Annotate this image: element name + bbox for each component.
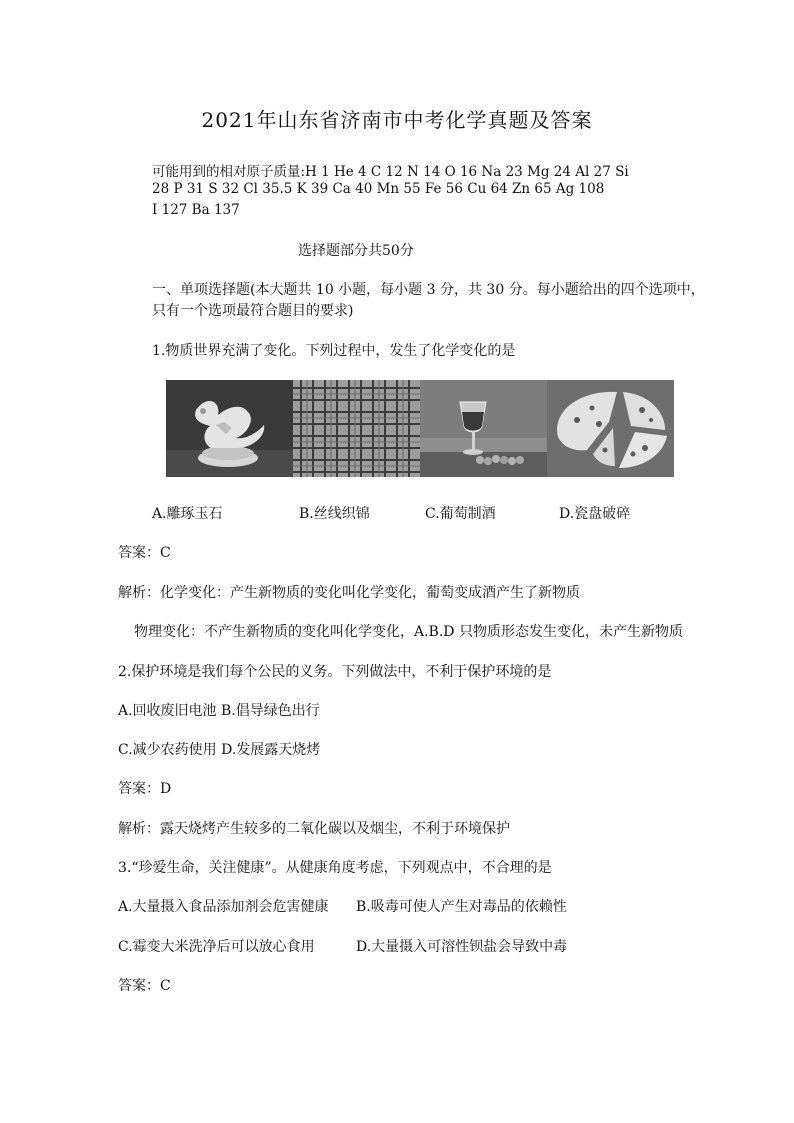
woven-brocade-image bbox=[293, 380, 420, 477]
question-1-stem: 1.物质世界充满了变化。下列过程中，发生了化学变化的是 bbox=[152, 343, 516, 359]
question-1-option-b: B.丝线织锦 bbox=[299, 506, 370, 522]
question-3-option-b: B.吸毒可使人产生对毒品的依赖性 bbox=[356, 899, 567, 915]
question-1-option-a: A.雕琢玉石 bbox=[152, 506, 223, 522]
question-3-answer: 答案：C bbox=[118, 978, 171, 994]
question-3-stem: 3.“珍爱生命，关注健康”。从健康角度考虑，下列观点中，不合理的是 bbox=[118, 860, 552, 876]
question-2-analysis: 解析：露天烧烤产生较多的二氧化碳以及烟尘，不利于环境保护 bbox=[118, 821, 510, 837]
question-2-options-row-1: A.回收废旧电池 B.倡导绿色出行 bbox=[118, 703, 320, 719]
question-2-options-row-2: C.减少农药使用 D.发展露天烧烤 bbox=[118, 742, 321, 758]
question-1-answer: 答案：C bbox=[118, 545, 171, 561]
question-3-option-a: A.大量摄入食品添加剂会危害健康 bbox=[118, 899, 329, 915]
jade-carving-image bbox=[166, 380, 293, 477]
atomic-masses-line-2: 28 P 31 S 32 Cl 35.5 K 39 Ca 40 Mn 55 Fe 56 Cu 64 Zn 65 Ag 108 bbox=[152, 181, 605, 197]
question-2-answer: 答案：D bbox=[118, 781, 172, 797]
page-title: 2021年山东省济南市中考化学真题及答案 bbox=[201, 108, 593, 132]
question-1-option-c: C.葡萄制酒 bbox=[425, 506, 496, 522]
question-1-analysis-line-1: 解析：化学变化：产生新物质的变化叫化学变化，葡萄变成酒产生了新物质 bbox=[118, 585, 580, 601]
grape-wine-image bbox=[420, 380, 547, 477]
atomic-masses-line-3: I 127 Ba 137 bbox=[152, 202, 240, 218]
atomic-masses-line-1: 可能用到的相对原子质量:H 1 He 4 C 12 N 14 O 16 Na 23 Mg 24 Al 27 Si bbox=[152, 164, 629, 180]
question-1-analysis-line-2: 物理变化：不产生新物质的变化叫化学变化，A.B.D 只物质形态发生变化，未产生新物质 bbox=[134, 624, 683, 640]
part-one-intro-line-2: 只有一个选项最符合题目的要求) bbox=[152, 303, 354, 319]
question-2-stem: 2.保护环境是我们每个公民的义务。下列做法中，不利于保护环境的是 bbox=[118, 664, 552, 680]
broken-porcelain-plate-image bbox=[547, 380, 674, 477]
question-3-option-c: C.霉变大米洗净后可以放心食用 bbox=[118, 939, 315, 955]
section-title: 选择题部分共50分 bbox=[298, 243, 414, 259]
question-1-images bbox=[166, 380, 674, 477]
question-3-option-d: D.大量摄入可溶性钡盐会导致中毒 bbox=[356, 939, 568, 955]
question-1-option-d: D.瓷盘破碎 bbox=[559, 506, 631, 522]
part-one-intro-line-1: 一、单项选择题(本大题共 10 小题，每小题 3 分，共 30 分。每小题给出的四个选项中， bbox=[152, 282, 705, 298]
